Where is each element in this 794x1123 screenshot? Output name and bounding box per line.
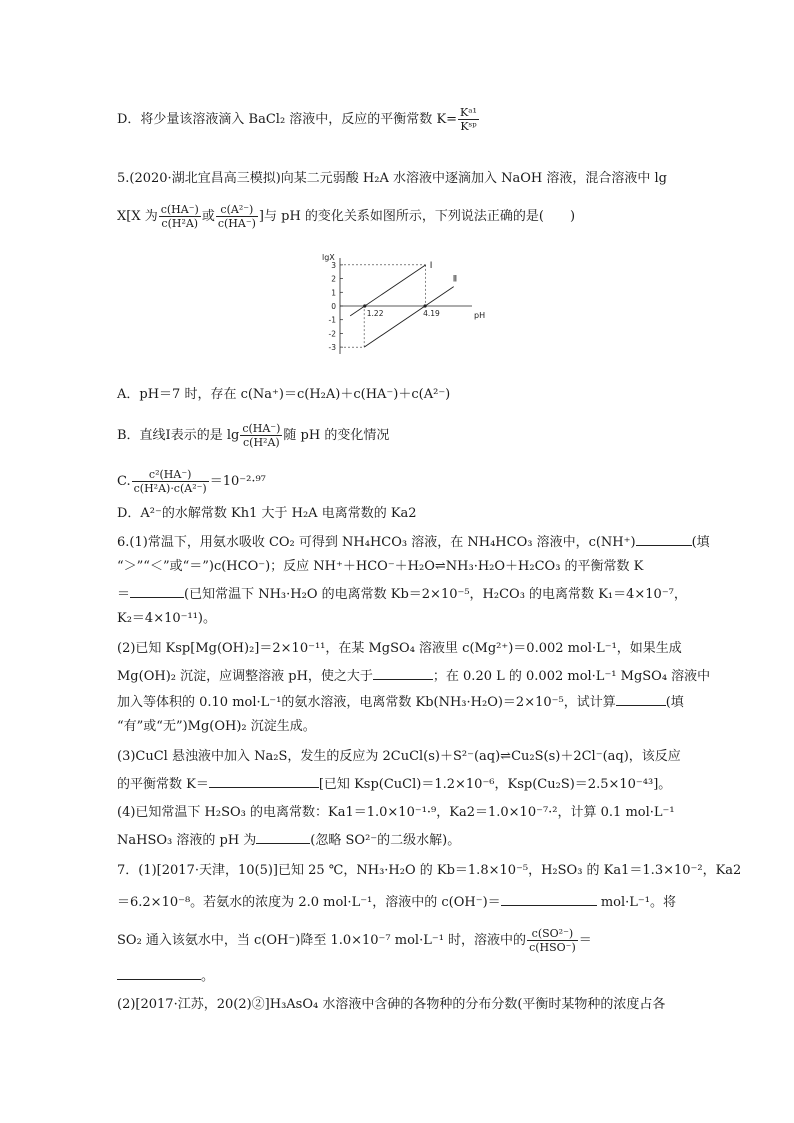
q5-f1-num: c(HA⁻) bbox=[160, 203, 199, 216]
point-1.22 bbox=[363, 304, 366, 307]
line-series-1 bbox=[350, 265, 426, 316]
answer-blank[interactable] bbox=[130, 584, 184, 598]
q4d-text: D．将少量该溶液滴入 BaCl₂ 溶液中，反应的平衡常数 K= bbox=[117, 112, 458, 127]
annotation-4.19: 4.19 bbox=[423, 309, 440, 318]
x-axis-label: pH bbox=[474, 311, 486, 320]
q5c-den: c(H²A)·c(A²⁻) bbox=[133, 482, 207, 495]
q5b-post: 随 pH 的变化情况 bbox=[283, 428, 390, 443]
q6-p3-line1: (3)CuCl 悬浊液中加入 Na₂S，发生的反应为 2CuCl(s)＋S²⁻(aq)⇌Cu₂S(s)＋2Cl⁻(aq)，该反应 bbox=[117, 749, 681, 764]
q6-p3-line2 bbox=[117, 774, 671, 794]
q7-p1-line3 bbox=[117, 927, 592, 954]
answer-blank[interactable] bbox=[117, 966, 201, 980]
q7-eq: ＝ bbox=[578, 933, 592, 948]
q5c-num: c²(HA⁻) bbox=[132, 468, 209, 482]
series-2-label: Ⅱ bbox=[452, 274, 458, 285]
q6-p3-text: 的平衡常数 K＝ bbox=[117, 777, 209, 792]
q6-p1-line3 bbox=[117, 584, 687, 604]
y-tick-label: 2 bbox=[331, 274, 336, 284]
q6-p2-line3 bbox=[117, 692, 684, 712]
q4d-numerator: Kᵃ¹ bbox=[460, 106, 477, 119]
q6-p1-line1 bbox=[117, 532, 710, 552]
annotation-1.22: 1.22 bbox=[366, 309, 384, 318]
q5-x-def: X[X 为 bbox=[117, 209, 158, 224]
q5-stem-line1: 5.(2020·湖北宜昌高三模拟)向某二元弱酸 H₂A 水溶液中逐滴加入 NaOH 溶液，混合溶液中 lg bbox=[117, 171, 667, 186]
q5c-fraction bbox=[132, 468, 209, 495]
q6-p1-line2: “＞”“＜”或“＝”)c(HCO⁻)；反应 NH⁺＋HCO⁻＋H₂O⇌NH₃·H₂O＋H₂CO₃ 的平衡常数 K bbox=[117, 559, 644, 574]
q6-p1-given: (已知常温下 NH₃·H₂O 的电离常数 Kb＝2×10⁻⁵，H₂CO₃ 的电离常数 K₁＝4×10⁻⁷， bbox=[184, 587, 687, 602]
q5-f2-num: c(A²⁻) bbox=[216, 203, 258, 217]
q6-p1-text: 6.(1)常温下，用氨水吸收 CO₂ 可得到 NH₄HCO₃ 溶液，在 NH₄HCO₃ 溶液中，c(NH⁺) bbox=[117, 535, 636, 550]
q5-question: ]与 pH 的变化关系如图所示，下列说法正确的是( ) bbox=[258, 209, 576, 224]
q7-fraction bbox=[527, 927, 578, 954]
q4d-denominator: Kˢᵖ bbox=[460, 120, 477, 133]
q6-p2-text: Mg(OH)₂ 沉淀，应调整溶液 pH，使之大于 bbox=[117, 669, 373, 684]
q5-or: 或 bbox=[201, 209, 215, 224]
q7-p2-line1: (2)[2017·江苏，20(2)②]H₃AsO₄ 水溶液中含砷的各物种的分布分数(平衡时某物种的浓度占各 bbox=[117, 997, 666, 1012]
q5-option-b bbox=[117, 422, 389, 449]
answer-blank[interactable] bbox=[616, 692, 666, 706]
q5b-fraction bbox=[240, 422, 282, 449]
q6-p1-fill-note: (填 bbox=[691, 535, 710, 550]
q6-p2-line4: “有”或“无”)Mg(OH)₂ 沉淀生成。 bbox=[117, 719, 316, 734]
q6-p4-note: (忽略 SO²⁻的二级水解)。 bbox=[310, 833, 461, 848]
q5-option-c bbox=[117, 468, 266, 495]
q6-p1-line4: K₂＝4×10⁻¹¹)。 bbox=[117, 611, 216, 626]
q4d-fraction bbox=[458, 106, 479, 133]
y-tick-label: 0 bbox=[331, 302, 336, 311]
q5c-pre: C. bbox=[117, 474, 131, 489]
q6-p2-line2 bbox=[117, 666, 710, 686]
q6-p4-line2 bbox=[117, 830, 460, 850]
q6-p2-text-2: ；在 0.20 L 的 0.002 mol·L⁻¹ MgSO₄ 溶液中 bbox=[432, 669, 711, 684]
q6-p2-fill-note: (填 bbox=[665, 695, 684, 710]
q5-fraction-1 bbox=[159, 203, 201, 230]
q7-text-3: SO₂ 通入该氨水中，当 c(OH⁻)降至 1.0×10⁻⁷ mol·L⁻¹ 时，溶液中的 bbox=[117, 933, 527, 948]
q7-num: c(SO²⁻) bbox=[527, 927, 578, 941]
y-axis-label: lgX bbox=[322, 253, 335, 262]
q4-option-d bbox=[117, 106, 480, 133]
answer-blank[interactable] bbox=[373, 666, 433, 680]
q5-stem-line2 bbox=[117, 203, 575, 230]
q7-text: ＝6.2×10⁻⁸。若氨水的浓度为 2.0 mol·L⁻¹，溶液中的 c(OH⁻)＝ bbox=[117, 895, 501, 910]
q7-p1-line1: 7．(1)[2017·天津，10(5)]已知 25 ℃，NH₃·H₂O 的 Kb＝1.8×10⁻⁵，H₂SO₃ 的 Ka1＝1.3×10⁻²，Ka2 bbox=[117, 863, 742, 878]
answer-blank[interactable] bbox=[256, 830, 310, 844]
lgx-ph-chart bbox=[312, 250, 492, 362]
series-1-label: Ⅰ bbox=[429, 260, 433, 271]
q5c-post: ＝10⁻²·⁹⁷ bbox=[209, 474, 266, 489]
q6-p4-text: NaHSO₃ 溶液的 pH 为 bbox=[117, 833, 257, 848]
y-tick-label: 1 bbox=[331, 288, 336, 298]
q7-unit: mol·L⁻¹。将 bbox=[596, 895, 676, 910]
q6-p2-text-3: 加入等体积的 0.10 mol·L⁻¹的氨水溶液，电离常数 Kb(NH₃·H₂O)＝2×10⁻⁵，试计算 bbox=[117, 695, 616, 710]
q6-p4-line1: (4)已知常温下 H₂SO₃ 的电离常数：Ka1＝1.0×10⁻¹·⁹，Ka2＝1.0×10⁻⁷·²，计算 0.1 mol·L⁻¹ bbox=[117, 805, 675, 820]
y-tick-label: 3 bbox=[331, 260, 336, 270]
answer-blank[interactable] bbox=[501, 892, 597, 906]
q5-option-d: D．A²⁻的水解常数 Kh1 大于 H₂A 电离常数的 Ka2 bbox=[117, 506, 417, 521]
y-tick-label: -1 bbox=[328, 315, 336, 325]
y-tick-label: -2 bbox=[328, 329, 336, 339]
q7-period: 。 bbox=[201, 969, 215, 984]
q7-p1-line2 bbox=[117, 892, 676, 912]
q7-den: c(HSO⁻) bbox=[529, 941, 576, 954]
q5b-num: c(HA⁻) bbox=[242, 422, 281, 435]
q5-f2-den: c(HA⁻) bbox=[217, 217, 256, 230]
answer-blank[interactable] bbox=[209, 774, 319, 788]
q5-fraction-2 bbox=[216, 203, 258, 230]
q6-p3-given: [已知 Ksp(CuCl)＝1.2×10⁻⁶，Ksp(Cu₂S)＝2.5×10⁻⁴³]。 bbox=[318, 777, 672, 792]
q6-p2-line1: (2)已知 Ksp[Mg(OH)₂]＝2×10⁻¹¹，在某 MgSO₄ 溶液里 c(Mg²⁺)＝0.002 mol·L⁻¹，如果生成 bbox=[117, 641, 682, 656]
q5b-pre: B．直线Ⅰ表示的是 lg bbox=[117, 428, 240, 443]
q7-p1-line4 bbox=[117, 966, 214, 986]
y-tick-label: -3 bbox=[328, 343, 336, 353]
q5-option-a: A．pH＝7 时，存在 c(Na⁺)＝c(H₂A)＋c(HA⁻)＋c(A²⁻) bbox=[117, 387, 451, 402]
q5-f1-den: c(H²A) bbox=[161, 217, 199, 230]
q5b-den: c(H²A) bbox=[243, 436, 280, 449]
q6-eq: ＝ bbox=[117, 587, 131, 602]
point-4.19 bbox=[423, 304, 426, 307]
answer-blank[interactable] bbox=[636, 532, 692, 546]
